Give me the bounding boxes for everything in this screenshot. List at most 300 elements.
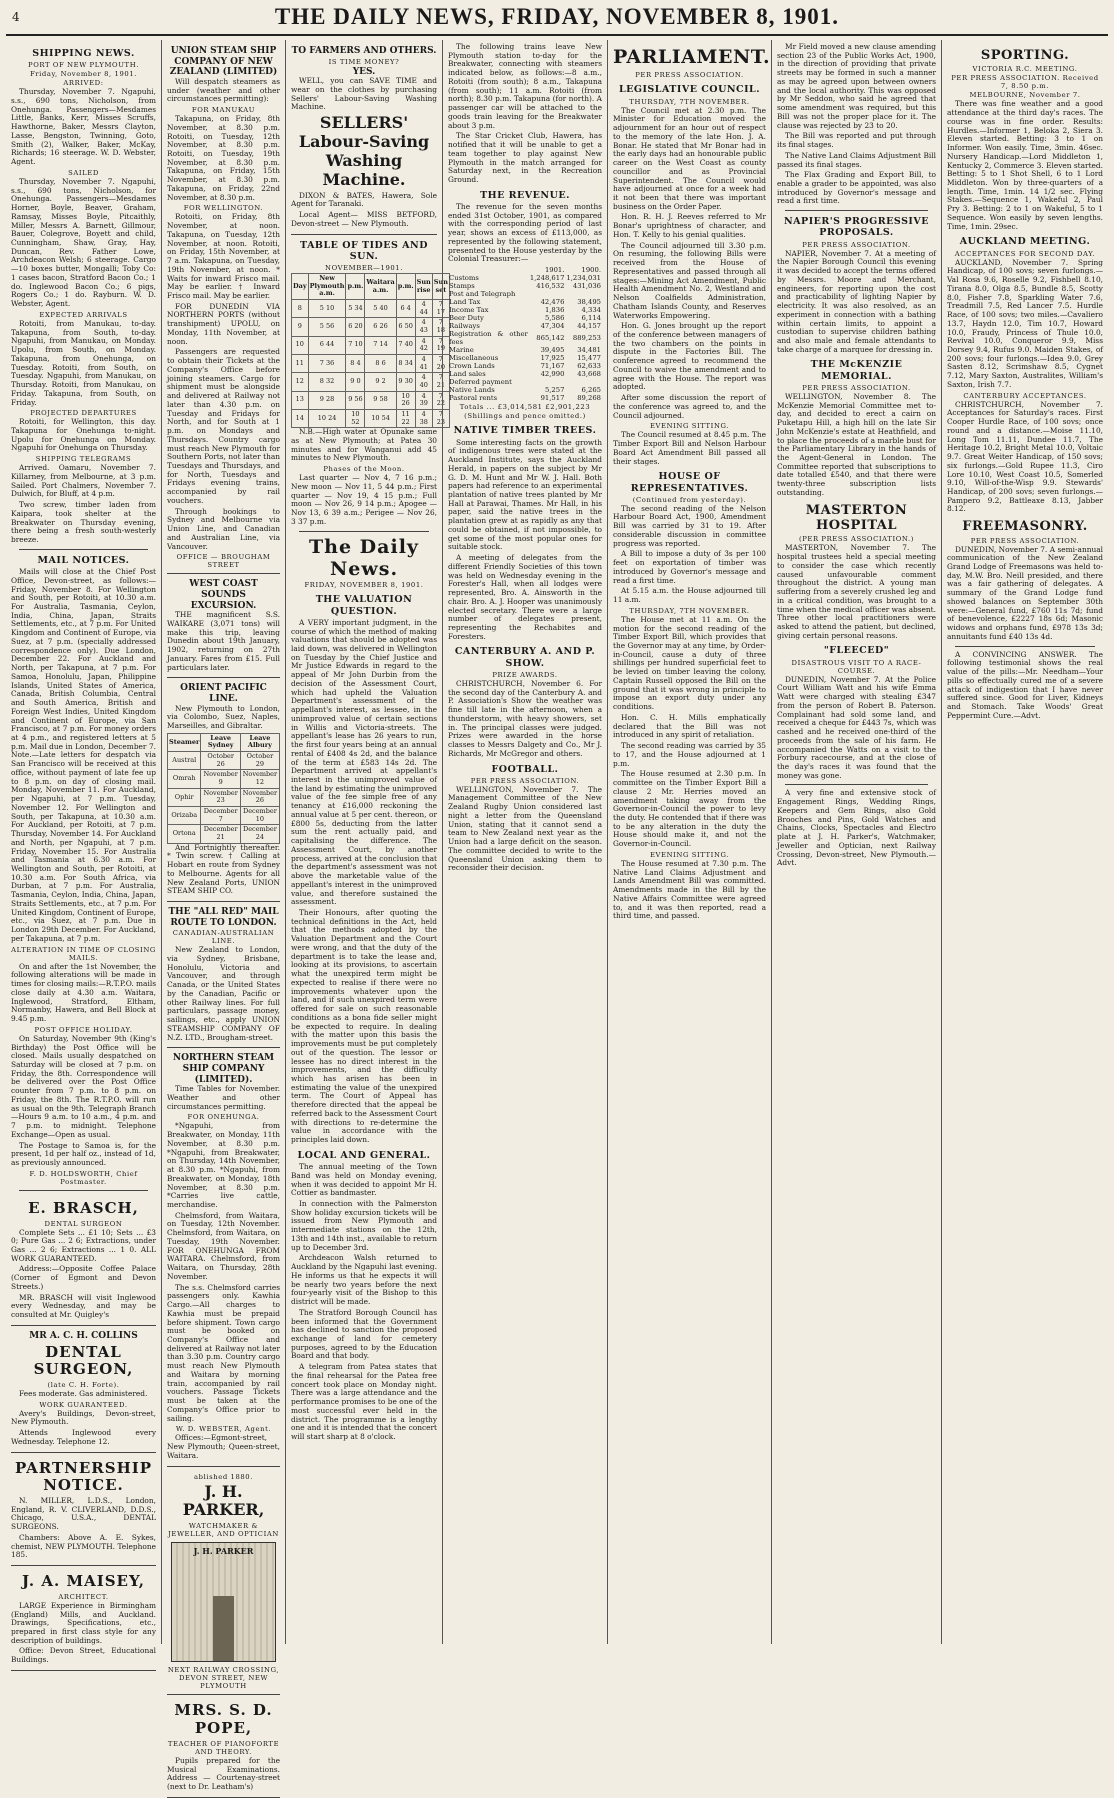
column-5: [607, 40, 771, 1644]
collins-address: Avery's Buildings, Devon-street, New Plymouth.: [11, 1408, 156, 1427]
table-row: [292, 318, 450, 336]
revenue-intro: The revenue for the seven months ended 31st October, 1901, as compared with the corresponding period of last year, shows an excess of £113,000, as represented by the following statement, presented to the House yesterday by the Colonial Treasurer:—: [448, 201, 602, 264]
cell: 1,836: [544, 306, 565, 315]
cell: December 7: [201, 806, 240, 824]
cell: 9 0: [346, 373, 365, 391]
mckenzie-text: WELLINGTON, November 8. The McKenzie Memorial Committee met to-day, and decided to erect a cairn on Puketapu Hill, a high hill on the late Sir John McKenzie's estate at Heathfield, and to place the proceeds of a marble bust for the Parliamentary Library in the hands of the Agent-General in London. The Committee reported that subscriptions to date totalled £540, and that there were twenty-three subscription lists outstanding.: [777, 391, 936, 497]
arrived-heading: ARRIVED:: [63, 79, 104, 88]
cell: 10 26: [396, 391, 415, 409]
brasch-title: DENTAL SURGEON: [44, 1219, 123, 1228]
post-office-text: On Saturday, November 9th (King's Birthday) the Post Office will be closed. Mails usually despatched on Saturday will be closed at 7 p.m. on Friday, the 8th. Correspondence will be delivered over the Post Office counter from 7 p.m. to 8 p.m. on Friday, the 8th. The R.T.P.O. will run as usual on the 9th. Telegraph Branch—Hours 9 a.m. to 10 a.m., 4 p.m. and 7 p.m. to midnight. Telephone Exchange—Open as usual.: [11, 1033, 156, 1139]
west-coast-ad: [167, 576, 280, 678]
column-4: [442, 40, 607, 1644]
table-row: [292, 391, 450, 409]
table-row: [448, 346, 602, 354]
cell: Land Tax: [449, 298, 481, 307]
cell: 1901.: [544, 266, 565, 275]
cell: [565, 378, 602, 386]
cell: 5 34: [346, 300, 365, 318]
orient-ad: [167, 680, 280, 902]
local-general-heading: LOCAL AND GENERAL.: [297, 1149, 431, 1161]
table-row: [448, 378, 602, 386]
tides-col: p.m.: [346, 274, 365, 300]
cell: 34,481: [577, 346, 601, 355]
timber-paragraph: A meeting of delegates from the different Friendly Societies of this town was held on Wednesday evening in the Forester's Hall, when all lodges were represented, Bro. A. Ainsworth in the chair. Bro. A. J. Hooper was unanimously elected secretary. There were a large number of delegates present, representing the Rechabites and Foresters.: [448, 553, 602, 641]
cell: 9: [292, 318, 309, 336]
table-row: [168, 825, 280, 843]
union-note: Will despatch steamers as under (weather and other circumstances permitting):: [167, 76, 280, 104]
masterton-text: MASTERTON, November 7. The hospital trustees held a special meeting to consider the case which recently caused unfavourable comment throughout the district. A young man suffering from a severely crushed leg and in a critical condition, was brought to a time when the medical officer was absent. Three other local practitioners were asked to attend the patient, but declined, giving certain personal reasons.: [777, 543, 936, 640]
orient-col: Steamer: [168, 733, 201, 751]
cell: 4 40: [415, 373, 432, 391]
maisey-title: ARCHITECT.: [58, 1592, 109, 1601]
cell: 4 42: [415, 336, 432, 354]
vrc-sub: PER PRESS ASSOCIATION. Received 7, 8.50 p.m.: [951, 74, 1099, 91]
table-row: [448, 306, 602, 314]
established: ablished 1880.: [193, 1472, 253, 1481]
brasch-name: E. BRASCH,: [28, 1198, 139, 1217]
farmers-text: WELL, you can SAVE TIME and wear on the clothes by purchasing Sellers' Labour-Saving Washing Machine.: [291, 76, 437, 112]
cell: Ortona: [168, 825, 201, 843]
maisey-office: Office: Devon Street, Educational Buildings.: [11, 1646, 156, 1665]
cell: 7 17: [432, 300, 449, 318]
football-sub: PER PRESS ASSOCIATION.: [470, 776, 580, 785]
cell: Registration & other fees: [449, 330, 528, 347]
shop-door: [213, 1596, 234, 1661]
fleeced-text: DUNEDIN, November 7. At the Police Court William Watt and his wife Emma Watt were charged with stealing £347 from the person of Robert B. Paterson. Complainant had sold some land, and received a cheque for £443 7s, which was cashed and he received one-third of the proceeds from the sale of his farm. He accompanied the Watts on a visit to the Forbury racecourse, and at the close of the day's races it was found that the money was gone.: [777, 674, 936, 780]
cell: November 9: [201, 770, 240, 788]
cell: 7 22: [432, 391, 449, 409]
cell: 10 52: [346, 409, 365, 427]
cell: December 24: [240, 825, 279, 843]
masterton-sub: (PER PRESS ASSOCIATION.): [798, 535, 915, 544]
fleeced-sub: DISASTROUS VISIT TO A RACE-COURSE.: [791, 658, 922, 675]
football-text: WELLINGTON, November 7. The Management Committee of the New Zealand Rugby Union considered last night a letter from the Queensland Union, stating that it cannot send a team to New Zealand next year as the Union had a large deficit on the season. The committee decided to write to the Queensland Union asking them to reconsider their decision.: [448, 784, 602, 873]
cell: [529, 290, 566, 298]
cell: 43,668: [577, 370, 601, 379]
table-row: [448, 282, 602, 290]
house-paragraph: Hon. C. H. Mills emphatically declared that the Bill was not introduced in any spirit of retaliation.: [613, 712, 766, 740]
napier-text: NAPIER, November 7. At a meeting of the Napier Borough Council this evening it was decided to accept the terms offered by Messrs. Moore and Merchant, engineers, for reporting upon the cost and practicability of lighting Napier by electricity. It was also resolved, as an experiment in connection with a bathing within certain limits, to appoint a custodian to supervise children bathing and also male and female attendants to take charge of a marquee for dressing in.: [777, 248, 936, 354]
west-coast-heading: WEST COAST SOUNDS EXCURSION.: [189, 579, 258, 611]
cell: 8 34: [396, 354, 415, 372]
table-row: [448, 314, 602, 322]
evening-text: The Council resumed at 8.45 p.m. The Timber Export Bill and Nelson Harbour Board Act Amendment Bill passed all their stages.: [613, 430, 766, 466]
brasch-note: MR. BRASCH will visit Inglewood every Wednesday, and may be consulted at Mr. Quigley's: [11, 1292, 156, 1320]
cell: 9 28: [308, 391, 346, 409]
house-paragraph: The House resumed at 2.30 p.m. In committee on the Timber Export Bill a clause 2 Mr. Herries moved an amendment taking away from the Governor-in-Council the power to levy the duty. He contended that if there was to be any alteration in the duty the House should make it, and not the Governor-in-Council.: [613, 769, 766, 849]
cell: 6 26: [365, 318, 396, 336]
cell: Marine: [449, 346, 474, 355]
cell: 13: [292, 391, 309, 409]
port-heading: PORT OF NEW PLYMOUTH.: [28, 61, 139, 70]
table-row: [448, 298, 602, 306]
revenue-header-row: [448, 266, 602, 274]
collins-name: MR A. C. H. COLLINS: [29, 1330, 138, 1341]
cell: 5 40: [365, 300, 396, 318]
table-row: [448, 290, 602, 298]
cell: 7 10: [346, 336, 365, 354]
mckenzie-sub: PER PRESS ASSOCIATION.: [802, 383, 911, 392]
cell: Income Tax: [449, 306, 489, 315]
house-cont: (Continued from yesterday).: [632, 495, 747, 504]
partnership-chambers: Chambers: Above A. E. Sykes, chemist, NEW PLYMOUTH. Telephone 185.: [11, 1532, 156, 1560]
parker-ad: [167, 1469, 280, 1696]
tides-col: Sun rise: [415, 274, 432, 300]
pope-ad: [167, 1697, 280, 1797]
cell: 8 4: [346, 354, 365, 372]
onehunga-text: *Ngapuhi, from Breakwater, on Monday, 11th November, at 8.30 p.m. *Ngapuhi, from Breakwater, on Thursday, 14th November, at 8.30 p.m. *Ngapuhi, from Breakwater, on Monday, 18th November, at 8.30 p.m. *Carries live cattle, merchandise.: [167, 1121, 280, 1209]
table-row: [448, 370, 602, 378]
all-red-sub: CANADIAN-AUSTRALIAN LINE.: [172, 929, 275, 946]
expected-text: Rotoiti, from Manukau, to-day. Takapuna, from South, to-day. Ngapuhi, from Manukau, on Monday. Upolu, from South, on Monday. Takapuna, from Onehunga, on Tuesday. Rotoiti, from South, on Tuesday. Ngapuhi, from Manukau, on Thursday. Rotoiti, from Manukau, on Friday. Takapuna, from South, on Friday.: [11, 318, 156, 407]
cell: 89,268: [577, 394, 601, 403]
partnership-heading: PARTNERSHIP NOTICE.: [14, 1458, 153, 1495]
acceptances-heading: ACCEPTANCES FOR SECOND DAY.: [954, 249, 1096, 258]
cell: 17,925: [540, 354, 565, 363]
tides-col: New Plymouth a.m.: [308, 274, 346, 300]
football-heading: FOOTBALL.: [491, 763, 559, 775]
cell: 4 43: [415, 318, 432, 336]
maisey-ad: [11, 1568, 156, 1671]
valuation-paragraph: A VERY important judgment, in the course of which the method of making valuations that should be adopted was laid down, was delivered in Wellington on Tuesday by the Chief Justice and Mr Justice Edwards in regard to the appeal of Mr John Durbin from the decision of the Assessment Court, which had upheld the Valuation Department's assessment of the appellant's interest, as lessee, in the unimproved value of certain sections in Willis and Victoria-streets. The appellant's lease has 26 years to run, the first four years being at an annual rental of £408 4s 2d, and the balance of the term at £583 14s 2d. The Department arrived at appellant's interest in the unimproved value of the land by estimating the unimproved value of the fee simple free of any tenancy at £16,000 reckoning the annual value at 5 per cent. thereon, or £800 5s, deducting from the latter sum the rent actually paid, and capitalising the difference. The Assessment Court, by another process, arrived at the conclusion that the department's assessment was not above the marketable value of the appellant's interest in the unimproved value, and therefore sustained the assessment.: [291, 617, 437, 907]
cell: 7 18: [432, 318, 449, 336]
parker-footer: NEXT RAILWAY CROSSING, DEVON STREET, NEW PLYMOUTH: [167, 1666, 280, 1691]
divider: [785, 210, 928, 211]
canterbury-show-sub: PRIZE AWARDS.: [492, 670, 558, 679]
all-red-heading: THE "ALL RED" MAIL ROUTE TO LONDON.: [168, 907, 279, 928]
cell: 9 58: [365, 391, 396, 409]
projected-text: Rotoiti, for Wellington, this day. Takapuna for Onehunga to-night. Upolu for Onehunga on Monday. Ngapuhi for Onehunga on Thursday.: [11, 417, 156, 453]
freemasonry-sub: PER PRESS ASSOCIATION.: [970, 536, 1080, 545]
column-1: [6, 40, 161, 1665]
newspaper-title: THE DAILY NEWS, FRIDAY, NOVEMBER 8, 1901.: [274, 4, 840, 29]
cell: November 26: [240, 788, 279, 806]
table-row: [168, 752, 280, 770]
column-6: [771, 40, 941, 1644]
port-date: Friday, November 8, 1901.: [29, 70, 138, 79]
chelmsford-text: Chelmsford, from Waitara, on Tuesday, 12th November. Chelmsford, from Waitara, on Tuesday, 19th November. FOR ONEHUNGA FROM WAITARA. Chelmsford, from Waitara, on Thursday, 28th November.: [167, 1210, 280, 1281]
masterton-heading: MASTERTON HOSPITAL: [805, 502, 908, 534]
canterbury-show-text: CHRISTCHURCH, November 6. For the second day of the Canterbury A. and P. Association's Show the weather was fine till late in the afternoon, when a thunderstorm, with heavy showers, set in. The principal classes were judged. Prizes were awarded in the horse classes to Messrs Dalgety and Co., Mr J. Richards, Mr McGregor and others.: [448, 678, 602, 758]
table-row: [292, 300, 450, 318]
onehunga-heading: FOR ONEHUNGA.: [187, 1113, 260, 1122]
divider: [19, 1190, 148, 1191]
cell: 8: [292, 300, 309, 318]
cell: 865,142: [536, 334, 565, 343]
column-2: [161, 40, 285, 1792]
table-row: [448, 322, 602, 330]
partnership-ad: [11, 1455, 156, 1567]
arrived-text: Thursday, November 7. Ngapuhi, s.s., 690 tons, Nicholson, from Onehunga. Passengers—Mesdames Little, Banks, Kerr, Misses Scruffs, Hawthorne, Baker, Messrs Clayton, Lasse, Bengston, Twinning, Goto, Smith (2), Walker, Baker, McKay, Richards; 16 steerage. W. D. Webster, Agent.: [11, 87, 156, 167]
parliament-continued: The Native Land Claims Adjustment Bill passed its final stages.: [777, 150, 936, 169]
fleeced-heading: "FLEECED": [823, 645, 890, 657]
sailed-text: Thursday, November 7. Ngapuhi, s.s., 690 tons, Nicholson, for Onehunga. Passengers—Mesdames Horner, Boyle, Beaver, Graham, Ramsay, Misses Boyle, Pitcaithly, Miller, Messrs A. Barnett, Gillmour, Bauer, Colegrove, Boyett and child, Cunningham, Shaw, Gray, Hay, Duncan, Rev. Father Lowe, Archdeacon Welsh; 6 steerage. Cargo—10 boxes butter, Mongalli; Toby Co: 1 cases bacon, Stratford Bacon Co.; 1 do. Inglewood Bacon Co.; 6 pigs, Rogers Co.; 1 do. Rayburn. W. D. Webster, Agent.: [11, 176, 156, 309]
valuation-heading: THE VALUATION QUESTION.: [315, 594, 413, 617]
local-paragraph: A telegram from Patea states that the final rehearsal for the Patea free concert took place on Monday night. There was a large attendance and the performance promises to be one of the most successful ever held in the district. The programme is a lengthy one and it is intended that the concert will start sharp at 8 o'clock.: [291, 1362, 437, 1442]
wellington-heading: FOR WELLINGTON.: [183, 204, 264, 213]
council-paragraph: Hon. R. H. J. Reeves referred to Mr Bonar's uprightness of character, and Hon. T. Kelly to his genial qualities.: [613, 212, 766, 239]
table-row: [448, 354, 602, 362]
manukau-text: Takapuna, on Friday, 8th November, at 8.30 p.m. Rotoiti, on Tuesday, 12th November, at 8.30 p.m. Rotoiti, on Tuesday, 19th November, at 8.30 p.m. Takapuna, on Friday, 15th November, at 8.30 p.m. Takapuna, on Friday, 22nd November, at 8.30 p.m.: [167, 114, 280, 202]
telegrams-text: Arrived. Oamaru, November 7. Killarney, from Melbourne, at 3 p.m. Sailed. Port Chalmers, November 7. Dulwich, for Bluff, at 4 p.m.: [11, 463, 156, 499]
local-agent: Local Agent— MISS BETFORD, Devon-street — New Plymouth.: [291, 210, 437, 228]
parliament-continued: Mr Field moved a new clause amending section 23 of the Public Works Act, 1900, in the direction of providing that private streets may be formed in such a manner as may be agreed upon between owners and the local authority. This was opposed by Mr Seddon, who said he agreed that some amendment was required, but this Bill was not the proper place for it. The clause was rejected by 23 to 20.: [777, 42, 936, 130]
table-row: [168, 770, 280, 788]
cell: 11 22: [396, 409, 415, 427]
vrc-text: There was fine weather and a good attendance at the third day's races. The course was in fine order. Results: Hurdles.—Informer 1, Beloka 2, Siera 3. Eleven started. Betting: 3 to 1 on Informer. Won easily. Time, 3min. 46sec. Nursery Handicap.—Lord Middleton 1, Kentucky 2, Commerce 3. Eleven started. Betting: 5 to 1 Shot Shell, 6 to 1 Lord Middleton. Won by three-quarters of a length. Time, 1min. 14 1/2 sec. Flying Stakes.—Sequence 1, Wakeful 2, Paul Pry 3. Betting: 2 to 1 on Wakeful, 5 to 1 Sequence. Won easily by seven lengths. Time, 1min. 29sec.: [947, 99, 1103, 231]
cell: October 26: [201, 752, 240, 770]
wellington-text: Rotoiti, on Friday, 8th November, at noon. Takapuna, on Tuesday, 12th November, at noon. Rotoiti, on Friday, 15th November, at 7 a.m. Takapuna, on Tuesday, 19th November, at noon. * Waits for inward Frisco mail. May be earlier. † Inward Frisco mail. May be earlier.: [167, 212, 280, 301]
cell: 11: [292, 354, 309, 372]
sellers-title: SELLERS' Labour-Saving Washing Machine.: [298, 113, 430, 189]
all-red-text: New Zealand to London, via Sydney, Brisbane, Honolulu, Victoria and Vancouver, and through Canada, or the United States by the Canadian, Pacific or other Railway lines. For full particulars, passage money, sailings, etc., apply UNION STEAMSHIP COMPANY OF N.Z. LTD., Brougham-street.: [167, 945, 280, 1042]
parker-name: J. H. PARKER,: [182, 1481, 265, 1520]
farmers-ad: [291, 43, 437, 235]
partnership-text: N. MILLER, L.D.S., London, England, R. V. CLIVERLAND, D.D.S., Chicago, U.S.A., DENTAL SURGEONS.: [11, 1495, 156, 1532]
pope-title: TEACHER OF PIANOFORTE AND THEORY.: [167, 1739, 280, 1756]
brasch-list: Complete Sets ... £1 10; Sets ... £3 0; Pure Gas ... 2 6; Extractions, under Gas ... 2 6; Extractions ... 1 0. ALL WORK GUARANTEED.: [11, 1227, 156, 1263]
cell: 39,495: [540, 346, 565, 355]
cell: 7 21: [432, 373, 449, 391]
cell: [529, 378, 566, 386]
timber-note: Two screw, timber laden from Kaipara, took shelter at the Breakwater on Thursday evening, there being a fresh south-westerly breeze.: [11, 500, 156, 545]
cell: 6 50: [396, 318, 415, 336]
cell: 6 20: [346, 318, 365, 336]
alteration-heading: ALTERATION IN TIME OF CLOSING MAILS.: [11, 945, 156, 962]
alteration-text: On and after the 1st November, the following alterations will be made in times for closing mails:—R.T.P.O. mails close daily at 4.30 a.m. Waitara, Inglewood, Stratford, Eltham, Normanby, Hawera, and Bell Block at 9.45 p.m.: [11, 961, 156, 1024]
projected-heading: PROJECTED DEPARTURES: [30, 409, 137, 418]
orient-heading: ORIENT PACIFIC LINE.: [180, 683, 267, 704]
cell: 5 10: [308, 300, 346, 318]
cell: 62,633: [577, 362, 601, 371]
column-3: [285, 40, 448, 1644]
cell: December 10: [240, 806, 279, 824]
canterbury-show-heading: CANTERBURY A. AND P. SHOW.: [454, 646, 596, 669]
tides-table: [291, 273, 450, 428]
cell: 42,476: [540, 298, 565, 307]
northern-heading: NORTHERN STEAM SHIP COMPANY (LIMITED).: [172, 1053, 275, 1085]
collins-fees: Fees moderate. Gas administered.: [19, 1388, 148, 1398]
cell: Native Lands: [449, 386, 495, 395]
cell: Ophir: [168, 788, 201, 806]
tides-col: p.m.: [396, 274, 415, 300]
passengers-note: Passengers are requested to obtain their Tickets at the Company's Office before joining steamers. Cargo for shipment must be alongside and delivered at Railway not later than 4.30 p.m. on Tuesday and Fridays for North, and for South at 1 p.m. on Mondays and Thursdays. Country cargo must reach New Plymouth for Southern Ports, not later than Tuesdays and Thursdays, and for North, Tuesdays and Fridays evening trains, accompanied by rail vouchers.: [167, 347, 280, 505]
cell: 7 40: [396, 336, 415, 354]
auckland-text: AUCKLAND, November 7. Spring Handicap, of 100 sovs; seven furlongs.—Val Rosa 9.6, Roselle 9.2, Fishbell 8.10, Tirana 8.0, Olga 8.5, Bundle 8.5, Scotty 8.0, Fisher 7.8, Sparkling Water 7.6, Treadmill 7.5, Red Lancer 7.5. Hurdle Race, of 100 sovs; two miles.—Cavaliero 13.7, Haydn 12.0, Tim 10.7, Howard 10.0, Fraudy, Princess of Thule 10.0, Revival 10.0, Conqueror 9.9, Miss Dorsey 9.4, Rufus 9.0. Maiden Stakes, of 200 sovs; four furlongs.—Idea 9.0, Grey Sasten 8.12, Scrimshaw 8.5, Cygnet 7.12, Mary Saxton, Australites, William's Saxton, Irish 7.7.: [947, 257, 1103, 389]
union-steam-ad: [167, 43, 280, 574]
pope-text: Pupils prepared for the Musical Examinations. Address — Courtenay-street (next to Dr. Leatham's): [167, 1755, 280, 1792]
brasch-dental-ad: [11, 1195, 156, 1326]
cell: 5,586: [544, 314, 565, 323]
cell: 6 4: [396, 300, 415, 318]
farmers-heading: TO FARMERS AND OTHERS.: [291, 46, 437, 56]
cell: October 29: [240, 752, 279, 770]
cell: November 23: [201, 788, 240, 806]
evening-heading: EVENING SITTING.: [649, 422, 730, 431]
cell: 4 38: [415, 409, 432, 427]
evening2-text: The House resumed at 7.30 p.m. The Native Land Claims Adjustment and Lands Amendment Bill was committed. Amendments made in the Bill by the Native Affairs Committee were agreed to, and it was then reported, read a third time, and passed.: [613, 858, 766, 921]
council-paragraph: After some discussion the report of the conference was agreed to, and the Council adjourned.: [613, 393, 766, 420]
table-row: [292, 373, 450, 391]
shopfront-illustration: [171, 1542, 276, 1662]
brasch-address: Address:—Opposite Coffee Palace (Corner of Egmont and Devon Streets.): [11, 1264, 156, 1291]
parliament-continued: The Flax Grading and Export Bill, to enable a grader to be appointed, was also introduced by Governor's message and read a first time.: [777, 170, 936, 206]
table-row: [448, 362, 602, 370]
table-row: [168, 788, 280, 806]
cell: 4 44: [415, 300, 432, 318]
auckland-heading: AUCKLAND MEETING.: [959, 236, 1091, 248]
shipping-news-heading: SHIPPING NEWS.: [32, 48, 135, 59]
table-row: [168, 806, 280, 824]
table-row: [292, 336, 450, 354]
masthead: [0, 0, 1114, 40]
divider: [785, 784, 928, 785]
cell: 1900.: [581, 266, 601, 275]
all-red-ad: [167, 904, 280, 1048]
house-paragraph: At 5.15 a.m. the House adjourned till 11 a.m.: [613, 586, 766, 605]
cell: Austral: [168, 752, 201, 770]
paper-title: The Daily News.: [309, 535, 419, 580]
moon-rows: Last quarter — Nov 4, 7 16 p.m.; New moon — Nov 11, 5 44 p.m.; First quarter — Nov 19, 4 15 p.m.; Full moon — Nov 26, 9 14 p.m.; Apogee — Nov 13, 6 39 a.m.; Perigee — Nov 26, 3 37 p.m.: [291, 473, 437, 526]
sailed-heading: SAILED: [68, 168, 99, 177]
revenue-heading: THE REVENUE.: [480, 189, 570, 201]
local-paragraph: The Stratford Borough Council has been informed that the Government has declined to sanction the proposed exchange of land for cemetery purposes, agreed to by the Education Board and that body.: [291, 1307, 437, 1361]
shop-sign: J. H. PARKER: [193, 1546, 254, 1557]
canterbury-acceptances-text: CHRISTCHURCH, November 7. Acceptances for Saturday's races. First Cooper Hurdle Race, of 100 sovs; once round and a distance.—Moise 11.10, Long Tom 11.11, Dundee 11.7, The Heritage 10.2, Bright Metal 10.0, Voltaic 9.7. Great Weiter Handicap, of 150 sovs; six furlongs.—Gold Rupee 11.3, Ciro Lore 10.10, West Coast 10.5, Somerled 9.10, Will-of-the-Wisp 9.9. Stewards' Handicap, of 200 sovs; seven furlongs.—Pampero 9.2, Battleaxe 8.13, Jabber 8.12.: [947, 399, 1103, 514]
timber-heading: NATIVE TIMBER TREES.: [453, 425, 597, 437]
cell: [448, 266, 529, 274]
table-row: [448, 386, 602, 394]
local-paragraph: The annual meeting of the Town Band was held on Monday evening, when it was decided to appoint Mr H. Cottier as bandmaster.: [291, 1162, 437, 1198]
house-paragraph: A Bill to impose a duty of 3s per 100 feet on exportation of timber was introduced by Governor's message and read a first time.: [613, 549, 766, 585]
parker-title: WATCHMAKER & JEWELLER, AND OPTICIAN: [168, 1522, 279, 1539]
cell: 7 14: [365, 336, 396, 354]
council-paragraph: Hon. G. Jones brought up the report of the conference between managers of the two chambers on the points in dispute in the Factories Bill. The conference agreed to recommend the Council to waive the amendment and to agree with the House. The report was adopted.: [613, 321, 766, 392]
masthead-rule: [6, 34, 1108, 36]
column-7: [941, 40, 1108, 1644]
cell: 8 6: [365, 354, 396, 372]
valuation-paragraph: Their Honours, after quoting the technical definitions in the Act, held that the methods adopted by the Valuation Department and the Court were wrong, and that the duty of the department is to take the lease and, looking at its provisions, to ascertain what the unexpired term might be expected to realise if there were no improvements whatever upon the land, and if such unexpired term were offered for sale on such reasonable conditions as a bona fide seller might be expected to require. In dealing with the matter upon this basis the improvements must be put completely out of the question. The lessor or lessee has no direct interest in the improvements, and the difficulty which has arisen has been in estimating the value of the unexpired term. The Court of Appeal has therefore directed that the appeal be referred back to the Assessment Court with directions to re-determine the value in accordance with the principles laid down.: [291, 908, 437, 1145]
cell: 6 44: [308, 336, 346, 354]
farmers-question: IS TIME MONEY?: [328, 57, 400, 66]
cell: 9 30: [396, 373, 415, 391]
dixon-line: DIXON & BATES, Hawera, Sole Agent for Taranaki.: [291, 190, 437, 209]
agent-line: W. D. WEBSTER, Agent.: [175, 1425, 272, 1434]
cell: Crown Lands: [449, 362, 495, 371]
cell: 6,114: [581, 314, 601, 323]
cell: 4,334: [581, 306, 601, 315]
tides-col: Day: [292, 274, 309, 300]
cell: 416,532: [536, 282, 565, 291]
freemasonry-heading: FREEMASONRY.: [962, 519, 1088, 535]
maisey-name: J. A. MAISEY,: [22, 1572, 145, 1591]
cell: 1,234,031: [566, 274, 601, 283]
evening2-heading: EVENING SITTING.: [649, 850, 730, 859]
collins-sub: (late C. H. Forte).: [47, 1380, 120, 1389]
revenue-total: Totals ... £3,014,581 £2,901,223: [459, 403, 591, 412]
northern-steam-ad: [167, 1050, 280, 1466]
cell: Customs: [449, 274, 479, 283]
manukau-heading: FOR MANUKAU: [191, 106, 256, 115]
tides-col: Waitara a.m.: [365, 274, 396, 300]
west-coast-text: THE magnificent S.S. WAIKARE (3,071 tons) will make this trip, leaving Dunedin about 19th January, 1902, returning on 27th January. Fares from £15. Full particulars later.: [167, 610, 280, 672]
cell: [565, 290, 602, 298]
napier-sub: PER PRESS ASSOCIATION.: [802, 240, 911, 249]
vrc-date: MELBOURNE, November 7.: [969, 91, 1081, 100]
offices-line: Offices:—Egmont-street, New Plymouth; Queen-street, Waitara.: [167, 1433, 280, 1460]
cell: 7 23: [432, 409, 449, 427]
tides-heading: TABLE OF TIDES AND SUN.: [300, 239, 428, 262]
cell: 9 56: [346, 391, 365, 409]
cell: 431,036: [572, 282, 601, 291]
pope-name: MRS. S. D. POPE,: [174, 1701, 273, 1738]
cell: Orizaba: [168, 806, 201, 824]
office-line: OFFICE — BROUGHAM STREET: [176, 553, 271, 570]
cell: 6,265: [581, 386, 601, 395]
cell: 44,157: [577, 322, 601, 331]
tides-month: NOVEMBER—1901.: [325, 264, 403, 273]
parliament-sub: PER PRESS ASSOCIATION.: [635, 71, 744, 80]
cell: 10 24: [308, 409, 346, 427]
table-row: [448, 274, 602, 282]
vrc-heading: VICTORIA R.C. MEETING.: [972, 65, 1078, 74]
local-paragraph: In connection with the Palmerston Show holiday excursion tickets will be issued from New Plymouth and intermediate stations on the 12th, 13th and 14th inst., available to return up to December 3rd.: [291, 1198, 437, 1252]
trains-text: The following trains leave New Plymouth station to-day for the Breakwater, connecting with steamers indicated below, as follows:—8 a.m., Rotoiti (from south); 8 a.m., Takapuna (from south); 11 a.m. Rotoiti (from north); 8.30 p.m. Takapuna (for north). A passenger car will be attached to the goods train leaving for the Breakwater about 3 p.m.: [448, 42, 602, 130]
cell: 71,167: [540, 362, 565, 371]
farmers-yes: YES.: [352, 66, 376, 77]
council-date: THURSDAY, 7TH NOVEMBER.: [629, 97, 750, 106]
cell: 38,495: [577, 298, 601, 307]
orient-sub: New Plymouth to London, via Colombo, Suez, Naples, Marseilles, and Gibraltar.: [167, 703, 280, 730]
house-paragraph: The second reading was carried by 35 to 17, and the House adjourned at 1 p.m.: [613, 741, 766, 768]
parliament-heading: PARLIAMENT.: [613, 46, 771, 68]
collins-dental-ad: [11, 1328, 156, 1453]
sporting-heading: SPORTING.: [980, 48, 1070, 63]
cell: November 12: [240, 770, 279, 788]
mail-notices-heading: MAIL NOTICES.: [37, 554, 130, 566]
table-row: [292, 409, 450, 427]
post-office-heading: POST OFFICE HOLIDAY.: [34, 1025, 133, 1034]
house-paragraph: The second reading of the Nelson Harbour Board Act, 1900, Amendment Bill was carried by 31 to 19. After considerable discussion in committee progress was reported.: [613, 503, 766, 548]
page-number: 4: [12, 10, 20, 24]
telegrams-heading: SHIPPING TELEGRAMS: [35, 455, 132, 464]
tides-header-row: [292, 274, 450, 300]
cell: 9 2: [365, 373, 396, 391]
table-row: [292, 354, 450, 372]
cell: 12: [292, 373, 309, 391]
cell: Post and Telegraph: [449, 290, 516, 299]
postmaster: F. D. HOLDSWORTH, Chief Postmaster.: [29, 1169, 138, 1186]
dunedin-note: FOR DUNEDIN VIA NORTHERN PORTS (without transhipment) UPOLU, on Monday, 11th November, at noon.: [167, 301, 280, 346]
collins-note: Attends Inglewood every Wednesday. Telephone 12.: [11, 1428, 156, 1446]
cell: 8 32: [308, 373, 346, 391]
cell: Land sales: [449, 370, 486, 379]
orient-note: And Fortnightly thereafter. * Twin screw. † Calling at Hobart en route from Sydney to Melbourne. Agents for all New Zealand Ports, UNION STEAM SHIP CO.: [167, 842, 280, 896]
cell: Stamps: [449, 282, 475, 291]
table-row: [448, 330, 602, 346]
moon-heading: Phases of the Moon.: [323, 465, 405, 474]
cell: Railways: [449, 322, 480, 331]
cell: 15,477: [577, 354, 601, 363]
house-heading: HOUSE OF REPRESENTATIVES.: [630, 471, 749, 494]
cell: 7 19: [432, 336, 449, 354]
revenue-note: (Shillings and pence omitted.): [464, 412, 586, 421]
parker-notice: A very fine and extensive stock of Engagement Rings, Wedding Rings, Keepers and Gem Rings, also Gold Brooches and Pins, Gold Watches and Chains, Clocks, Spectacles and Electro plate at J. H. Parker's, Watchmaker, Jeweller and Optician, next Railway Crossing, Devon-street, New Plymouth.—Advt.: [777, 788, 936, 868]
house-paragraph: The House met at 11 a.m. On the motion for the second reading of the Timber Export Bill, which provides that the Governor may at any time, by Order-in-Council, cause a duty of three shillings per hundred superficial feet to be levied on timber leaving the colony, Captain Russell opposed the Bill on the ground that it was wrong in principle to impose an export duty under any conditions.: [613, 614, 766, 712]
cell: Beer Duty: [449, 314, 484, 323]
cell: 7 36: [308, 354, 346, 372]
